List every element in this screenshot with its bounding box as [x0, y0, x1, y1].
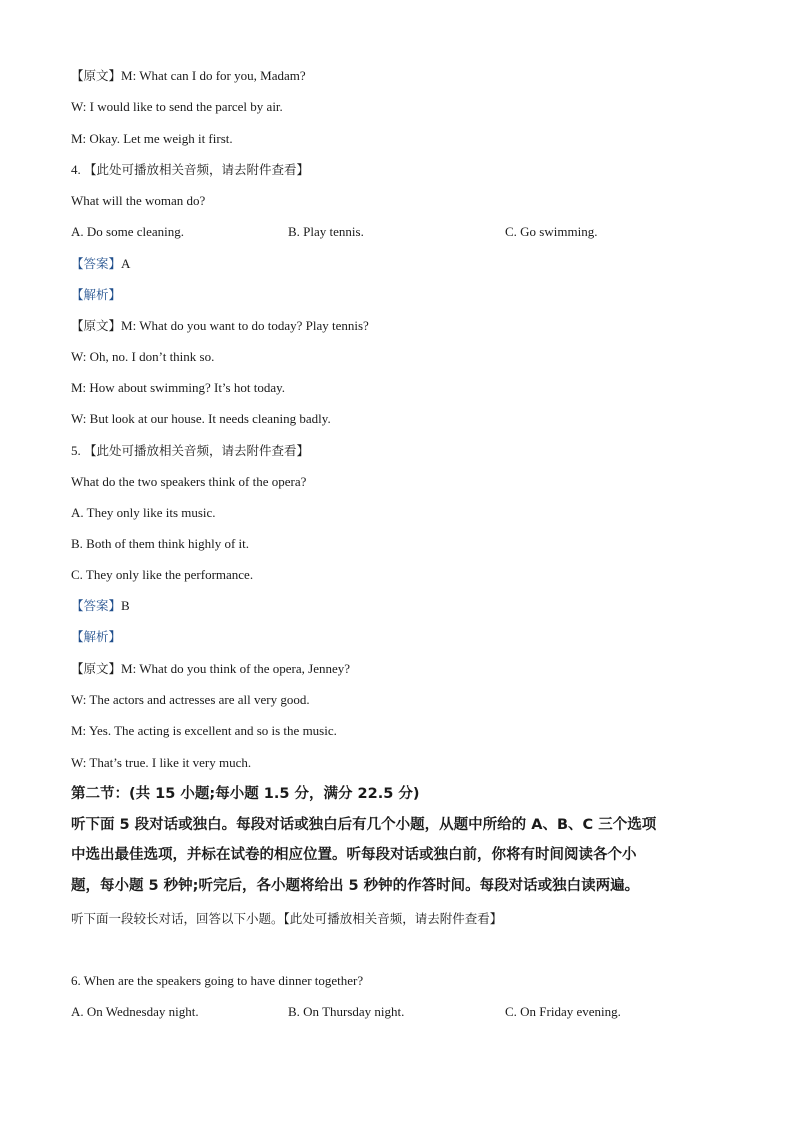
- source-tag: 【原文】: [71, 318, 122, 333]
- answer-tag: 【答案】: [71, 598, 122, 613]
- dialogue-line: M: How about swimming? It’s hot today.: [71, 380, 286, 395]
- question-5-text: What do the two speakers think of the opera?: [71, 474, 307, 489]
- answer-value: B: [121, 598, 130, 613]
- dialogue-line: W: I would like to send the parcel by air.: [71, 99, 283, 114]
- question-4-option-b: B. Play tennis.: [288, 224, 364, 239]
- dialogue-line: W: Oh, no. I don’t think so.: [71, 349, 215, 364]
- source-text: M: What do you want to do today? Play tennis?: [121, 318, 369, 333]
- question-6-option-a: A. On Wednesday night.: [71, 1004, 199, 1019]
- section-instructions: 题，每小题 5 秒钟;听完后，各小题将给出 5 秒钟的作答时间。每段对话或独白读两遍。: [71, 878, 640, 894]
- section-heading: 第二节：(共 15 小题;每小题 1.5 分，满分 22.5 分): [71, 786, 420, 802]
- section-instructions: 听下面 5 段对话或独白。每段对话或独白后有几个小题，从题中所给的 A、B、C 三个选项: [71, 817, 657, 833]
- listening-note: 听下面一段较长对话，回答以下小题。【此处可播放相关音频，请去附件查看】: [71, 911, 503, 926]
- question-6-option-b: B. On Thursday night.: [288, 1004, 405, 1019]
- question-6-text: 6. When are the speakers going to have dinner together?: [71, 973, 364, 988]
- question-5-answer: [71, 597, 130, 615]
- question-5-header: [71, 442, 309, 460]
- dialogue-line: M: Okay. Let me weigh it first.: [71, 131, 233, 146]
- source-text: M: What do you think of the opera, Jenney?: [121, 661, 351, 676]
- question-5-option-b: B. Both of them think highly of it.: [71, 536, 250, 551]
- source-text: M: What can I do for you, Madam?: [121, 68, 306, 83]
- source-line: [71, 660, 350, 678]
- question-number: 5.: [71, 443, 84, 458]
- dialogue-line: M: Yes. The acting is excellent and so is the music.: [71, 723, 337, 738]
- source-tag: 【原文】: [71, 68, 122, 83]
- dialogue-line: W: That’s true. I like it very much.: [71, 755, 252, 770]
- audio-note: 【此处可播放相关音频，请去附件查看】: [84, 162, 310, 177]
- question-4-text: What will the woman do?: [71, 193, 206, 208]
- audio-note: 【此处可播放相关音频，请去附件查看】: [84, 443, 310, 458]
- question-number: 4.: [71, 162, 84, 177]
- dialogue-line: W: But look at our house. It needs cleaning badly.: [71, 411, 331, 426]
- question-4-header: [71, 161, 309, 179]
- question-4-option-c: C. Go swimming.: [505, 224, 598, 239]
- answer-tag: 【答案】: [71, 256, 122, 271]
- source-line: [71, 317, 369, 335]
- analysis-tag: 【解析】: [71, 629, 122, 644]
- question-4-answer: [71, 255, 130, 273]
- source-tag: 【原文】: [71, 661, 122, 676]
- answer-value: A: [121, 256, 131, 271]
- dialogue-line: W: The actors and actresses are all very good.: [71, 692, 310, 707]
- question-6-option-c: C. On Friday evening.: [505, 1004, 621, 1019]
- question-5-option-a: A. They only like its music.: [71, 505, 216, 520]
- section-instructions: 中选出最佳选项，并标在试卷的相应位置。听每段对话或独白前，你将有时间阅读各个小: [71, 847, 637, 863]
- analysis-tag: 【解析】: [71, 287, 122, 302]
- question-5-option-c: C. They only like the performance.: [71, 567, 254, 582]
- source-line: [71, 67, 306, 85]
- question-4-option-a: A. Do some cleaning.: [71, 224, 185, 239]
